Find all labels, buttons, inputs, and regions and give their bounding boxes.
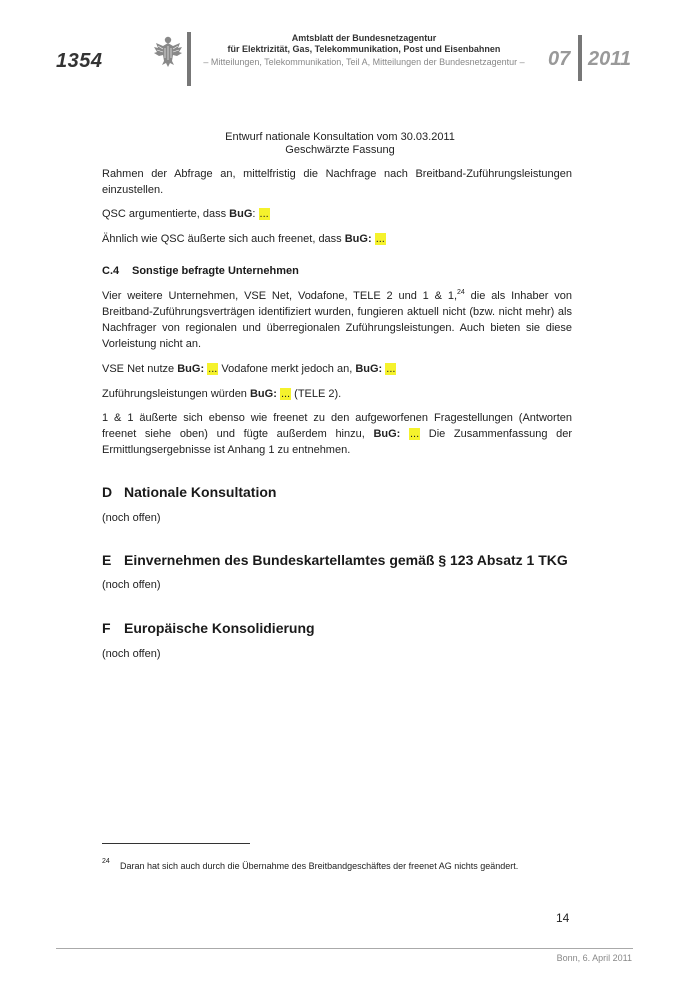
draft-version: Geschwärzte Fassung [285, 144, 395, 156]
section-d-text: (noch offen) [102, 512, 161, 524]
bug-label: BuG: [344, 233, 372, 245]
document-page-number: 14 [556, 911, 570, 925]
footer-date: Bonn, 6. April 2011 [556, 953, 632, 963]
paragraph-1: Rahmen der Abfrage an, mittelfristig die Nachfrage nach Breitband-Zuführungsleistungen einzustellen. [102, 168, 572, 196]
footnote-ref: 24 [457, 289, 465, 296]
publication-section: – Mitteilungen, Telekommunikation, Teil A, Mitteilungen der Bundesnetzagentur – [203, 57, 525, 67]
paragraph-vse [102, 361, 572, 377]
redacted-marker: ... [386, 363, 396, 375]
bug-label: BuG [229, 208, 253, 220]
redacted-marker: ... [280, 388, 291, 400]
paragraph-tele2 [102, 386, 572, 402]
paragraph-companies [102, 288, 572, 352]
paragraph-text: QSC argumentierte, dass [102, 208, 230, 220]
draft-title: Entwurf nationale Konsultation vom 30.03.2011 [225, 131, 455, 143]
section-title: Einvernehmen des Bundeskartellamtes gemäß § 123 Absatz 1 TKG [124, 552, 568, 568]
page-number: 1354 [56, 50, 103, 72]
federal-eagle-icon [152, 34, 184, 68]
paragraph-text: 1 & 1 äußerte sich ebenso wie freenet zu den aufgeworfenen Fragestellungen (Antworten freenet siehe oben) und fügte außerdem hinzu, [102, 412, 572, 440]
section-title: Sonstige befragte Unternehmen [132, 265, 299, 277]
section-number: D [102, 484, 113, 500]
paragraph-text: Vier weitere Unternehmen, VSE Net, Vodafone, TELE 2 und 1 & 1, [102, 290, 458, 302]
bug-label: BuG: [373, 428, 401, 440]
publication-subtitle: für Elektrizität, Gas, Telekommunikation, Post und Eisenbahnen [227, 44, 501, 54]
paragraph-text: (TELE 2). [291, 388, 342, 400]
paragraph-text: die als Inhaber von Breitband-Zuführungsverträgen identifiziert wurden, fungieren aktuell nicht (bzw. nicht mehr) als Nachfrager von regionalen und überregionalen Zuführungsleistungen. Auch bieten sie diese Vorleistung nicht an. [102, 290, 572, 350]
issue-divider [578, 35, 582, 81]
section-f-text: (noch offen) [102, 648, 161, 660]
section-number: C.4 [102, 265, 120, 277]
paragraph-1und1 [102, 410, 572, 458]
section-number: F [102, 620, 111, 636]
footnote-divider [102, 843, 250, 844]
section-e-heading [102, 552, 568, 568]
redacted-marker: ... [409, 428, 420, 440]
footnote-text: Daran hat sich auch durch die Übernahme des Breitbandgeschäftes der freenet AG nichts geändert. [120, 861, 519, 871]
paragraph-text: Ähnlich wie QSC äußerte sich auch freenet, dass [102, 233, 345, 245]
redacted-marker: ... [375, 233, 385, 245]
redacted-marker: ... [259, 208, 269, 220]
section-e-text: (noch offen) [102, 579, 161, 591]
paragraph-text: Vodafone merkt jedoch an, [218, 363, 356, 375]
paragraph-text: Zuführungsleistungen würden [102, 388, 250, 400]
paragraph-text: : [252, 208, 259, 220]
bug-label: BuG: [355, 363, 383, 375]
issue-number: 07 [548, 48, 571, 70]
paragraph-text: VSE Net nutze [102, 363, 178, 375]
section-number: E [102, 552, 112, 568]
section-f-heading [102, 620, 315, 636]
section-c4-heading [102, 265, 299, 277]
bug-label: BuG: [249, 388, 277, 400]
section-d-heading [102, 484, 276, 500]
header-divider [187, 32, 191, 86]
issue-year: 2011 [588, 48, 632, 70]
paragraph-freenet [102, 231, 572, 247]
publication-title: Amtsblatt der Bundesnetzagentur [291, 33, 437, 43]
redacted-marker: ... [208, 363, 218, 375]
paragraph-qsc [102, 206, 572, 222]
footnote-number: 24 [102, 858, 110, 865]
section-title: Nationale Konsultation [124, 484, 277, 500]
section-title: Europäische Konsolidierung [124, 620, 315, 636]
footer-divider [56, 948, 633, 949]
paragraph-text: Die Zusammenfassung der Ermittlungsergebnisse ist Anhang 1 zu entnehmen. [102, 428, 572, 456]
bug-label: BuG: [177, 363, 205, 375]
